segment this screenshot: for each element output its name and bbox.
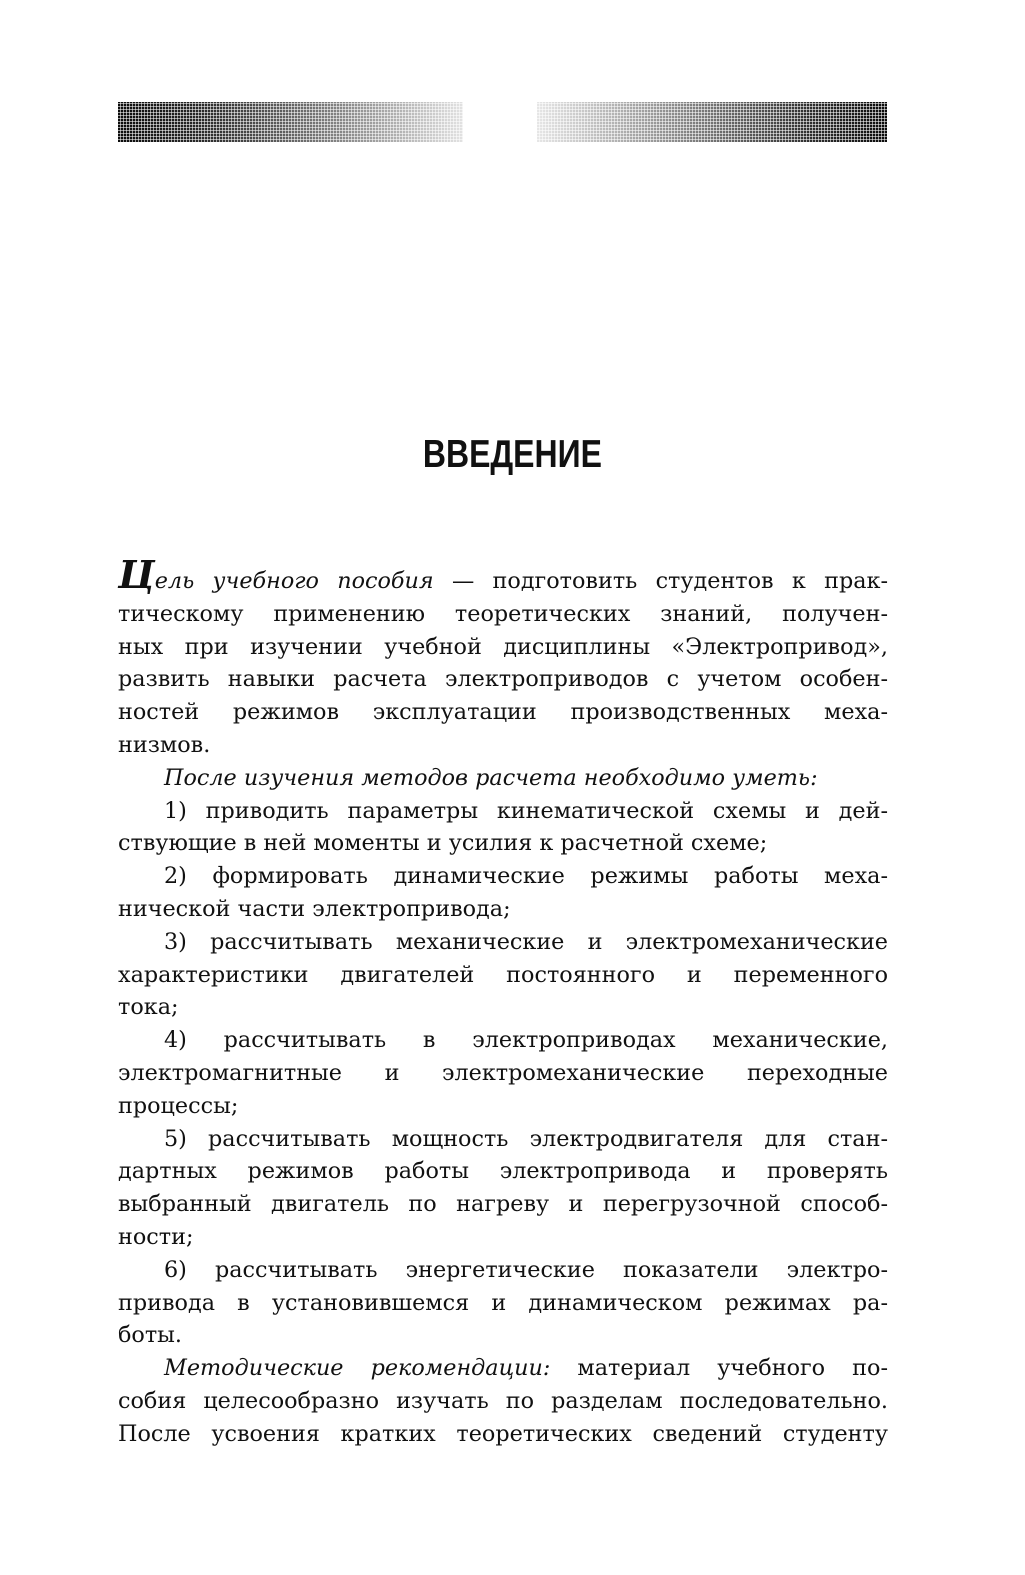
skill-line: 5) рассчитывать мощность электродвигателя для стан- <box>164 1125 888 1152</box>
intro-line <box>118 552 889 598</box>
intro-line: ных при изучении учебной дисциплины «Электропривод», <box>118 633 888 660</box>
intro-italic-lead: ель учебного пособия <box>154 568 434 594</box>
skill-line: электромагнитные и электромеханические переходные <box>118 1059 888 1086</box>
skill-line: дартных режимов работы электропривода и проверять <box>118 1158 888 1185</box>
skill-line: 4) рассчитывать в электроприводах механические, <box>164 1027 888 1054</box>
skill-line: ности; <box>118 1223 194 1250</box>
methods-line <box>118 1352 888 1385</box>
skill-line: 2) формировать динамические режимы работы меха- <box>164 863 888 890</box>
intro-line: ностей режимов эксплуатации производственных меха- <box>118 699 888 726</box>
skill-line: привода в установившемся и динамическом режимах ра- <box>118 1289 888 1316</box>
skill-line: 1) приводить параметры кинематической схемы и дей- <box>164 797 888 824</box>
skill-line: выбранный двигатель по нагреву и перегрузочной способ- <box>118 1191 888 1218</box>
skill-line: 6) рассчитывать энергетические показатели электро- <box>164 1256 888 1283</box>
header-ornament-left <box>118 102 463 142</box>
skill-line: процессы; <box>118 1092 239 1119</box>
header-ornament-right <box>537 102 887 142</box>
page-title: ВВЕДЕНИЕ <box>422 433 602 476</box>
methods-line: собия целесообразно изучать по разделам последовательно. <box>118 1387 888 1414</box>
skill-line: нической части электропривода; <box>118 895 511 922</box>
intro-line: развить навыки расчета электроприводов с учетом особен- <box>118 666 888 693</box>
skill-line: ствующие в ней моменты и усилия к расчетной схеме; <box>118 830 768 857</box>
body-text <box>118 552 889 1451</box>
methods-line: После усвоения кратких теоретических сведений студенту <box>118 1420 888 1447</box>
intro-text: — подготовить студентов к прак- <box>433 568 889 594</box>
skill-line: боты. <box>118 1322 183 1349</box>
skills-lead: После изучения методов расчета необходимо уметь: <box>164 764 818 791</box>
intro-line: низмов. <box>118 731 211 758</box>
dropcap-letter: Ц <box>118 552 155 597</box>
skill-line: характеристики двигателей постоянного и переменного <box>118 961 888 988</box>
intro-line: тическому применению теоретических знаний, получен- <box>118 600 888 627</box>
methods-italic-lead: Методические рекомендации: <box>164 1355 551 1382</box>
methods-text: материал учебного по- <box>550 1355 888 1382</box>
skill-line: 3) рассчитывать механические и электромеханические <box>164 928 888 955</box>
skill-line: тока; <box>118 994 179 1021</box>
